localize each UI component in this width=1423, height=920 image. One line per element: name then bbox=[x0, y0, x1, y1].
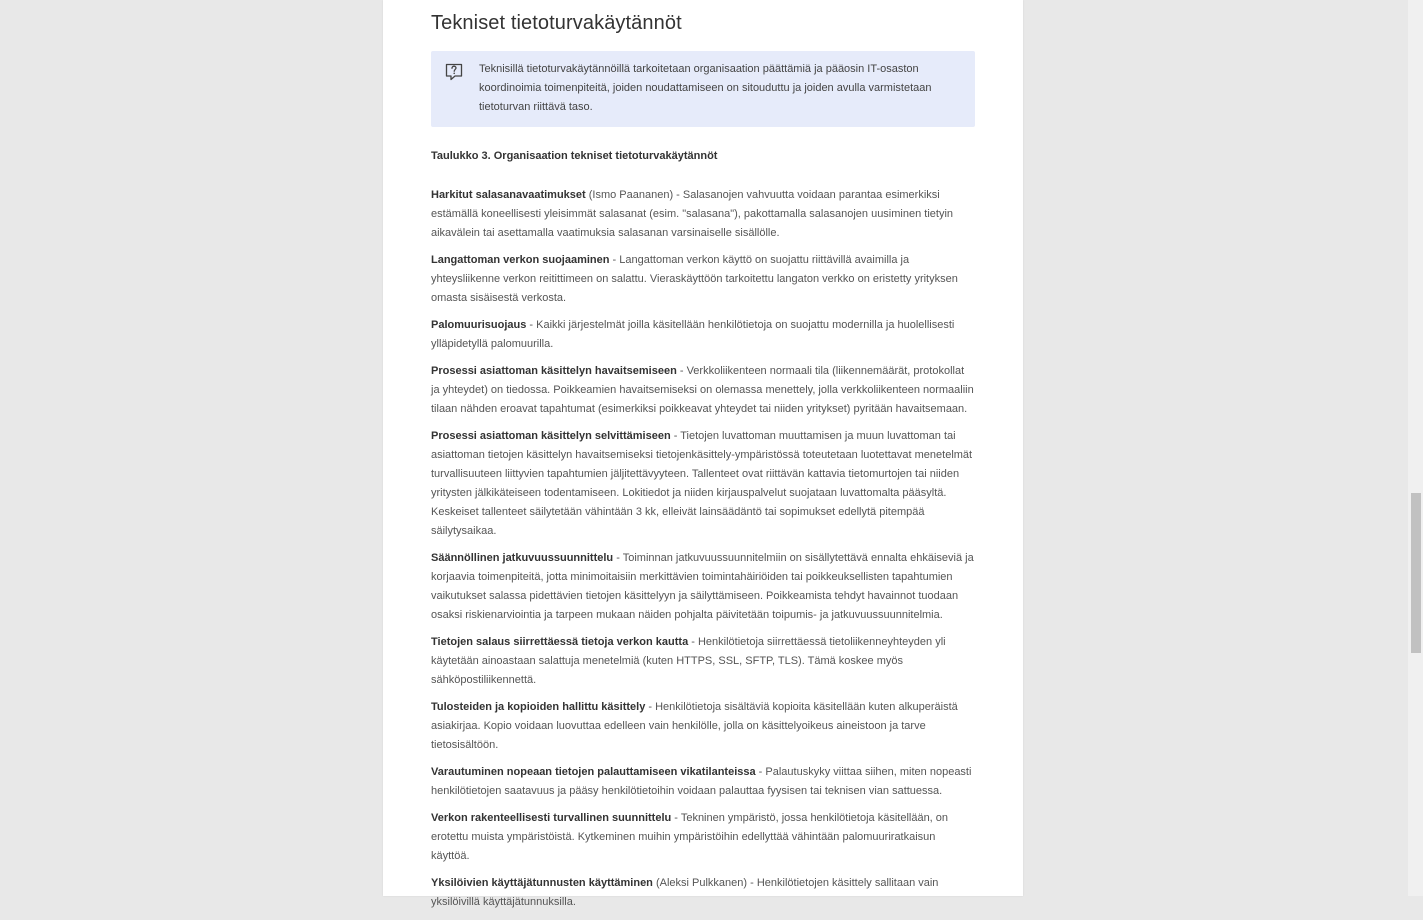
item-title: Säännöllinen jatkuvuussuunnittelu bbox=[431, 552, 614, 564]
item-description: - Tietojen luvattoman muuttamisen ja muun luvattoman tai asiattoman tietojen käsittelyn havaitsemiseksi tietojenkäsittely-ympäristössä toteutetaan luotettavat menetelmät turvallisuuteen liittyvien tapahtumien jäljitettävyyteen. Tallenteet ovat riittävän kattavia tietomurtojen tai niiden yritysten jälkikäteiseen todentamiseen. Lokitiedot ja niiden kirjauspalvelut suojataan luvattomalta pääsyltä. Keskeiset tallenteet säilytetään vähintään 3 kk, elleivät lainsäädäntö tai sopimukset edellytä pitempää säilytysaikaa. bbox=[431, 430, 973, 537]
list-item bbox=[431, 316, 975, 354]
practice-list bbox=[431, 186, 975, 912]
item-title: Yksilöivien käyttäjätunnusten käyttäminen bbox=[431, 877, 653, 889]
list-item bbox=[431, 251, 975, 308]
scrollbar-thumb[interactable] bbox=[1411, 493, 1421, 653]
item-title: Palomuurisuojaus bbox=[431, 319, 527, 331]
item-description: - Palautuskyky viittaa siihen, miten nopeasti henkilötietojen saatavuus ja pääsy henkilötietoihin voidaan palauttaa fyysisen tai teknisen vian sattuessa. bbox=[431, 766, 972, 797]
list-item bbox=[431, 809, 975, 866]
list-item bbox=[431, 427, 975, 541]
item-description: (Ismo Paananen) - Salasanojen vahvuutta voidaan parantaa esimerkiksi estämällä koneellisesti yleisimmät salasanat (esim. "salasana"), pakottamalla salasanojen uusiminen tietyin aikavälein tai asettamalla vaatimuksia salasanan varsinaiselle sisällölle. bbox=[431, 189, 954, 239]
item-title: Varautuminen nopeaan tietojen palauttamiseen vikatilanteissa bbox=[431, 766, 756, 778]
item-title: Verkon rakenteellisesti turvallinen suunnittelu bbox=[431, 812, 672, 824]
document-page bbox=[383, 0, 1023, 908]
item-description: - Langattoman verkon käyttö on suojattu riittävillä avaimilla ja yhteysliikenne verkon reitittimeen on salattu. Vieraskäyttöön tarkoitettu langaton verkko on eristetty yrityksen omasta sisäisestä verkosta. bbox=[431, 254, 958, 304]
page-content bbox=[431, 0, 975, 920]
list-item bbox=[431, 186, 975, 243]
item-description: - Verkkoliikenteen normaali tila (liikennemäärät, protokollat ja yhteydet) on tiedossa. Poikkeamien havaitsemiseksi on olemassa menettely, jolla verkkoliikenteen normaaliin tilaan nähden eroavat tapahtumat (esimerkiksi poikkeavat yhteydet tai niiden yritykset) pyritään havaitsemaan. bbox=[431, 365, 974, 415]
item-description: - Kaikki järjestelmät joilla käsitellään henkilötietoja on suojattu modernilla ja huolellisesti ylläpidetyllä palomuurilla. bbox=[431, 319, 955, 350]
item-description: - Toiminnan jatkuvuussuunnitelmiin on sisällytettävä ennalta ehkäiseviä ja korjaavia toimenpiteitä, jotta minimoitaisiin merkittävien toimintahäiriöiden tai poikkeuksellisten tapahtumien vaikutukset salassa pidettävien tietojen käsittelyyn ja säilyttämiseen. Poikkeamista tehdyt havainnot tuodaan osaksi riskienarviointia ja tarpeen mukaan näiden pohjalta päivitetään toipumis- ja jatkuvuussuunnitelmia. bbox=[431, 552, 974, 621]
list-item bbox=[431, 549, 975, 625]
item-title: Harkitut salasanavaatimukset bbox=[431, 189, 586, 201]
info-box bbox=[431, 51, 975, 127]
list-item bbox=[431, 362, 975, 419]
question-bubble-icon bbox=[444, 62, 464, 82]
list-item bbox=[431, 633, 975, 690]
section-title: Tekniset tietoturvakäytännöt bbox=[431, 12, 682, 34]
table-caption: Taulukko 3. Organisaation tekniset tietoturvakäytännöt bbox=[431, 150, 718, 162]
item-description: - Henkilötietoja sisältäviä kopioita käsitellään kuten alkuperäistä asiakirjaa. Kopio voidaan luovuttaa edelleen vain henkilölle, jolla on käsittelyoikeus aineistoon ja tarve tietosisältöön. bbox=[431, 701, 958, 751]
item-title: Prosessi asiattoman käsittelyn havaitsemiseen bbox=[431, 365, 677, 377]
item-title: Langattoman verkon suojaaminen bbox=[431, 254, 610, 266]
list-item bbox=[431, 763, 975, 801]
list-item bbox=[431, 874, 975, 912]
list-item bbox=[431, 698, 975, 755]
item-description: - Henkilötietoja siirrettäessä tietoliikenneyhteyden yli käytetään ainoastaan salattuja menetelmiä (kuten HTTPS, SSL, SFTP, TLS). Tämä koskee myös sähköpostiliikennettä. bbox=[431, 636, 946, 686]
item-description: - Tekninen ympäristö, jossa henkilötietoja käsitellään, on erotettu muista ympäristöistä. Kytkeminen muihin ympäristöihin edellyttää vähintään palomuuriratkaisun käyttöä. bbox=[431, 812, 949, 862]
item-description: (Aleksi Pulkkanen) - Henkilötietojen käsittely sallitaan vain yksilöivillä käyttäjätunnuksilla. bbox=[431, 877, 939, 908]
item-title: Tulosteiden ja kopioiden hallittu käsittely bbox=[431, 701, 646, 713]
item-title: Prosessi asiattoman käsittelyn selvittämiseen bbox=[431, 430, 671, 442]
info-text: Teknisillä tietoturvakäytännöillä tarkoitetaan organisaation päättämiä ja pääosin IT-osaston koordinoimia toimenpiteitä, joiden noudattamiseen on sitouduttu ja joiden avulla varmistetaan tietoturvan riittävä taso. bbox=[479, 63, 932, 113]
item-title: Tietojen salaus siirrettäessä tietoja verkon kautta bbox=[431, 636, 689, 648]
vertical-scrollbar[interactable] bbox=[1408, 0, 1423, 896]
